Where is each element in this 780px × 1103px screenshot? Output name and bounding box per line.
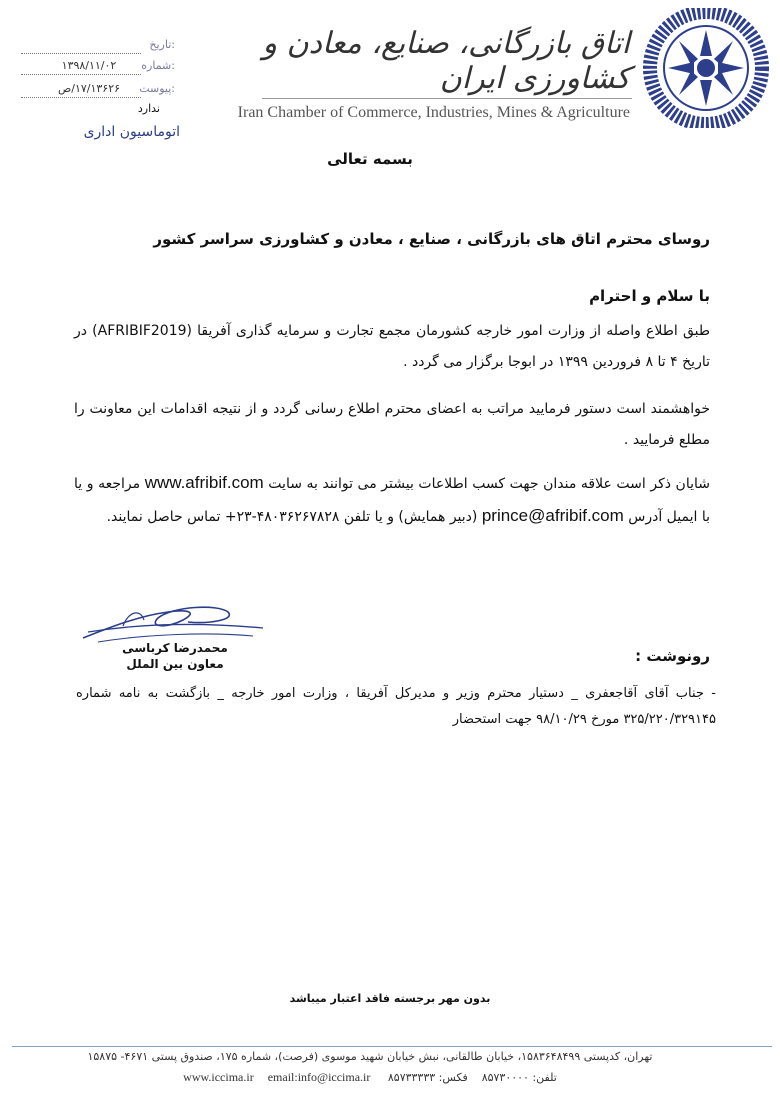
- paragraph-3-part-c: (دبیر همایش) و یا تلفن ۴۸۰۳۶۲۶۷۸۲۸-۲۳+ تماس حاصل نمایند.: [106, 509, 478, 525]
- paragraph-3: [74, 467, 710, 533]
- date-row: [20, 38, 175, 56]
- number-label: شماره:: [141, 59, 175, 72]
- attachment-none: ندارد: [137, 102, 160, 115]
- signer-name: محمدرضا کرباسی: [122, 641, 228, 655]
- email-link[interactable]: prince@afribif.com: [481, 506, 624, 525]
- website-link[interactable]: www.afribif.com: [144, 473, 264, 492]
- number-row: [20, 59, 175, 77]
- footer-website[interactable]: www.iccima.ir: [183, 1070, 254, 1084]
- letter-number: ۱۳۹۸/۱۱/۰۲: [61, 59, 117, 72]
- addressee: روسای محترم اتاق های بازرگانی ، صنایع ، معادن و کشاورزی سراسر کشور: [153, 230, 710, 248]
- paragraph-3-part-b: مراجعه و یا با ایمیل آدرس: [74, 476, 710, 525]
- date-line: [21, 53, 141, 54]
- header-divider: [262, 98, 632, 99]
- office-automation-note: اتوماسیون اداری: [83, 124, 180, 140]
- footer-fax: فکس: ۸۵۷۳۳۳۳۳: [387, 1071, 468, 1084]
- footer-divider: [12, 1046, 772, 1047]
- attachment-line: [21, 97, 141, 98]
- attachment-value: ۱۷/۱۳۶۲۶/ص: [57, 82, 121, 95]
- cc-label: رونوشت :: [635, 647, 710, 665]
- footer-phone: تلفن: ۸۵۷۳۰۰۰۰: [481, 1071, 557, 1084]
- org-name-english: Iran Chamber of Commerce, Industries, Mines & Agriculture: [237, 104, 630, 121]
- cc-text: - جناب آقای آقاجعفری _ دستیار محترم وزیر و مدیرکل آفریقا ، وزارت امور خارجه _ بازگشت به نامه شماره ۳۲۵/۲۲۰/۳۲۹۱۴۵ مورخ ۹۸/۱۰/۲۹ جهت استحضار: [76, 686, 716, 727]
- emboss-stamp-notice: بدون مهر برجسته فاقد اعتبار میباشد: [289, 992, 491, 1005]
- attachment-row: [20, 82, 175, 100]
- footer-contact: [160, 1070, 580, 1085]
- attachment-label: پیوست:: [139, 82, 175, 95]
- footer-address: تهران، کدپستی ۱۵۸۳۶۴۸۴۹۹، خیابان طالقانی، نبش خیابان شهید موسوی (فرصت)، شماره ۱۷۵، صندوق پستی ۴۶۷۱- ۱۵۸۷۵: [87, 1050, 653, 1063]
- paragraph-1: طبق اطلاع واصله از وزارت امور خارجه کشورمان مجمع تجارت و سرمایه گذاری آفریقا (AFRIBIF2019) در تاریخ ۴ تا ۸ فروردین ۱۳۹۹ در ابوجا برگزار می گردد .: [74, 323, 710, 370]
- org-name-persian: اتاق بازرگانی، صنایع، معادن و کشاورزی ایران: [262, 26, 630, 96]
- iccima-logo: [640, 8, 772, 128]
- salutation: با سلام و احترام: [589, 287, 710, 305]
- bismillah: بسمه تعالی: [327, 150, 413, 168]
- date-label: تاریخ:: [149, 38, 175, 51]
- paragraph-2: خواهشمند است دستور فرمایید مراتب به اعضای محترم اطلاع رسانی گردد و از نتیجه اقدامات این معاونت را مطلع فرمایید .: [74, 401, 710, 448]
- paragraph-3-part-a: شایان ذکر است علاقه مندان جهت کسب اطلاعات بیشتر می توانند به سایت: [268, 476, 710, 492]
- footer-email[interactable]: email:info@iccima.ir: [267, 1070, 371, 1084]
- number-line: [21, 74, 141, 75]
- signer-title: معاون بین الملل: [126, 657, 224, 671]
